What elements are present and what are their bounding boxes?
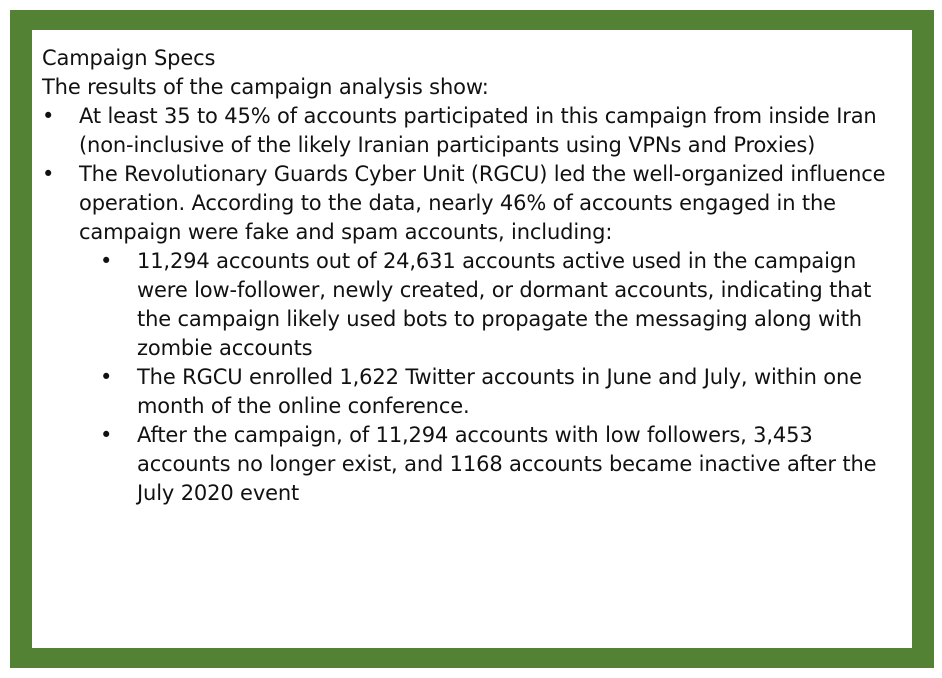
sub-bullet-text: 11,294 accounts out of 24,631 accounts active used in the campaign were low-follower, newly created, or dormant accounts, indicating that the campaign likely used bots to propagate the messaging along with zombie accounts	[137, 249, 872, 360]
bullet-text: The Revolutionary Guards Cyber Unit (RGCU) led the well-organized influence operation. According to the data, nearly 46% of accounts engaged in the campaign were fake and spam accounts, including:	[79, 162, 886, 244]
text-content	[42, 44, 908, 508]
bullet-point	[42, 160, 908, 247]
bullet-icon: •	[100, 365, 113, 389]
sub-bullet-point	[42, 421, 908, 508]
bullet-icon: •	[100, 423, 113, 447]
bullet-point	[42, 102, 908, 160]
bullet-text: At least 35 to 45% of accounts participated in this campaign from inside Iran (non-inclusive of the likely Iranian participants using VPNs and Proxies)	[79, 104, 877, 157]
green-border-frame	[10, 10, 934, 668]
main-bullet-list	[42, 102, 908, 247]
bullet-icon: •	[42, 104, 55, 128]
sub-bullet-list	[42, 247, 908, 508]
sub-bullet-point	[42, 363, 908, 421]
bullet-icon: •	[42, 162, 55, 186]
sub-bullet-point	[42, 247, 908, 363]
heading: Campaign Specs	[42, 46, 216, 70]
sub-bullet-text: After the campaign, of 11,294 accounts with low followers, 3,453 accounts no longer exist, and 1168 accounts became inactive after the July 2020 event	[137, 423, 877, 505]
text-panel	[32, 30, 912, 648]
bullet-icon: •	[100, 249, 113, 273]
intro-text: The results of the campaign analysis show:	[42, 75, 489, 99]
sub-bullet-text: The RGCU enrolled 1,622 Twitter accounts in June and July, within one month of the online conference.	[137, 365, 862, 418]
